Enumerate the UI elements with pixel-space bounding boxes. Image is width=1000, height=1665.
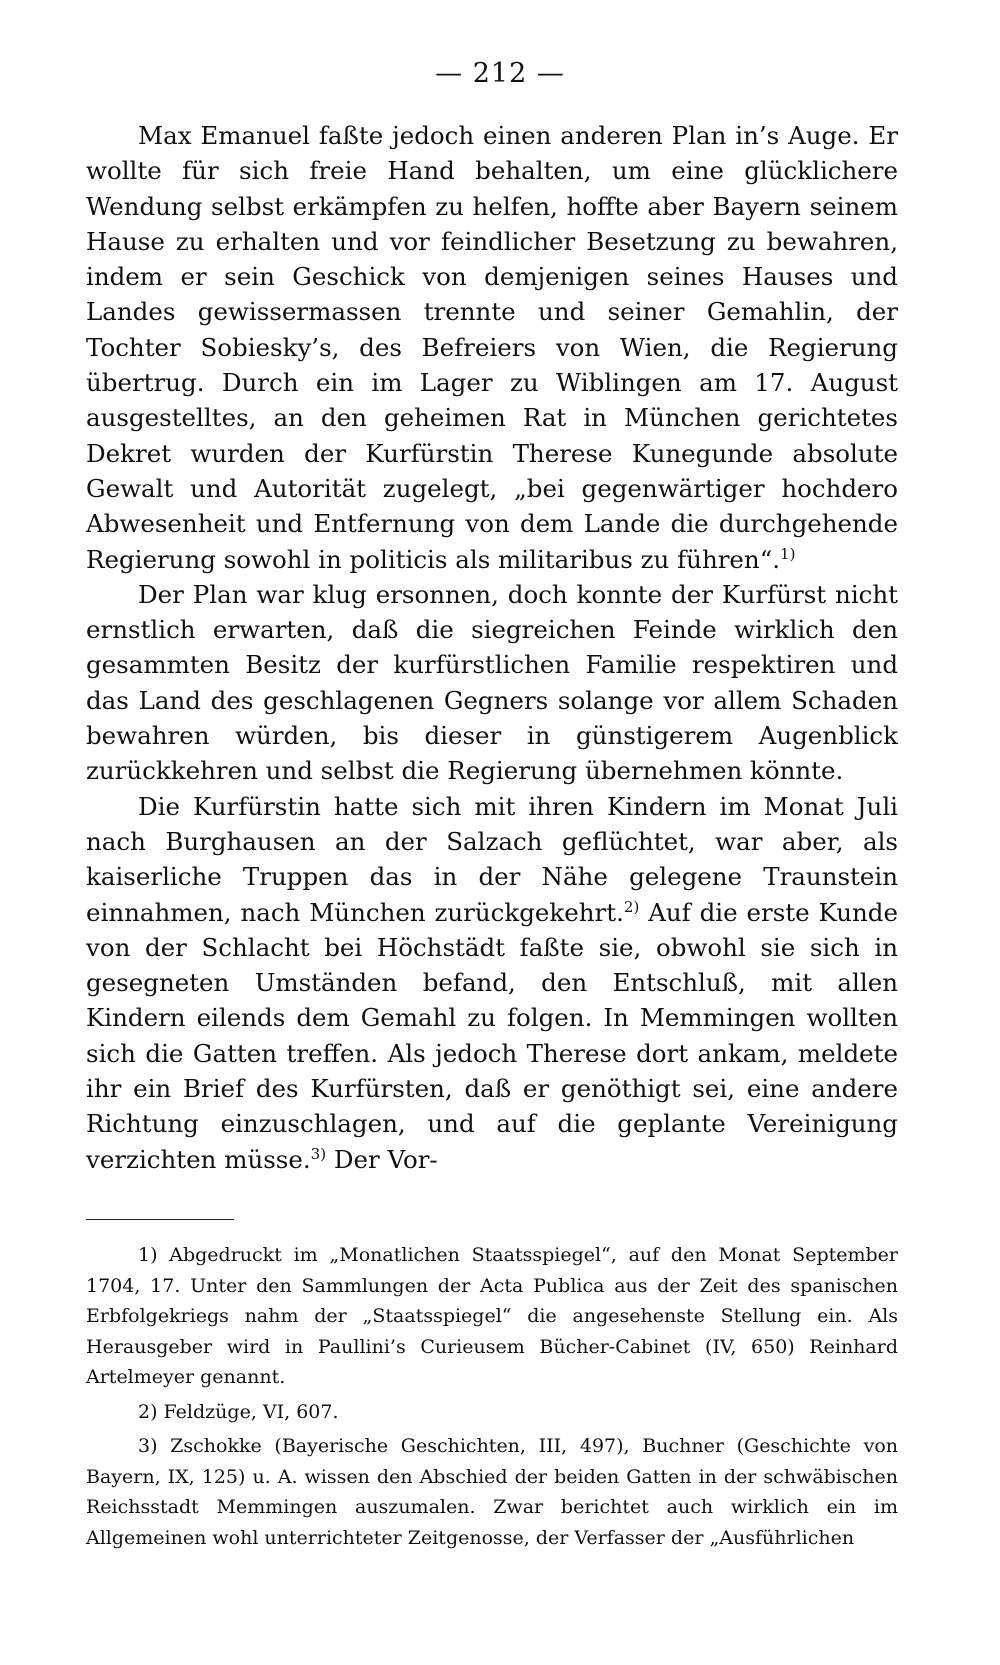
footnote-ref-2[interactable]: 2) bbox=[623, 897, 640, 916]
paragraph-2 bbox=[86, 577, 898, 789]
footnote-ref-3[interactable]: 3) bbox=[310, 1144, 327, 1163]
paragraph-1-text: Max Emanuel faßte jedoch einen anderen Plan in’s Auge. Er wollte für sich freie Hand behalten, um eine glücklichere Wendung selbst erkämpfen zu helfen, hoffte aber Bayern seinem Hause zu erhalten und vor feindlicher Besetzung zu bewahren, indem er sein Geschick von demjenigen seines Hauses und Landes gewissermassen trennte und seiner Gemahlin, der Tochter Sobiesky’s, des Befreiers von Wien, die Regierung übertrug. Durch ein im Lager zu Wiblingen am 17. August ausgestelltes, an den geheimen Rat in München gerichtetes Dekret wurden der Kurfürstin Therese Kunegunde absolute Gewalt und Autorität zugelegt, „bei gegenwärtiger hochdero Abwesenheit und Entfernung von dem Lande die durchgehende Regierung sowohl in politicis als militaribus zu führen“. bbox=[86, 121, 898, 574]
paragraph-3-text-b: Auf die erste Kunde von der Schlacht bei Höchstädt faßte sie, obwohl sie sich in gesegneten Umständen befand, den Entschluß, mit allen Kindern eilends dem Gemahl zu folgen. In Memmingen wollten sich die Gatten treffen. Als jedoch Therese dort ankam, meldete ihr ein Brief des Kurfürsten, daß er genöthigt sei, eine andere Richtung einzuschlagen, und auf die geplante Vereinigung verzichten müsse. bbox=[86, 897, 898, 1174]
body-text bbox=[86, 118, 898, 1177]
page-number: — 212 — bbox=[435, 58, 565, 89]
paragraph-2-text: Der Plan war klug ersonnen, doch konnte der Kurfürst nicht ernstlich erwarten, daß die siegreichen Feinde wirklich den gesammten Besitz der kurfürstlichen Familie respektiren und das Land des geschlagenen Gegners solange vor allem Schaden bewahren würden, bis dieser in günstigerem Augenblick zurückkehren und selbst die Regierung übernehmen könnte. bbox=[86, 579, 898, 786]
footnote-ref-1[interactable]: 1) bbox=[780, 544, 796, 563]
footnote-divider bbox=[86, 1219, 234, 1220]
footnotes bbox=[86, 1240, 898, 1553]
paragraph-3 bbox=[86, 789, 898, 1177]
paragraph-3-text-c: Der Vor- bbox=[333, 1144, 438, 1174]
paragraph-1 bbox=[86, 118, 898, 577]
paragraph-3-text-a: Die Kurfürstin hatte sich mit ihren Kindern im Monat Juli nach Burghausen an der Salzach geflüchtet, war aber, als kaiserliche Truppen das in der Nähe gelegene Traunstein einnahmen, nach München zurückgekehrt. bbox=[86, 791, 898, 927]
footnote-2: 2) Feldzüge, VI, 607. bbox=[138, 1400, 339, 1423]
footnote-3: 3) Zschokke (Bayerische Geschichten, III, 497), Buchner (Geschichte von Bayern, IX, 125) u. A. wissen den Abschied der beiden Gatten in der schwäbischen Reichsstadt Memmingen auszumalen. Zwar berichtet auch wirklich ein im Allgemeinen wohl unterrichteter Zeitgenosse, der Verfasser der „Ausführlichen bbox=[86, 1435, 898, 1549]
footnote-1: 1) Abgedruckt im „Monatlichen Staatsspiegel“, auf den Monat September 1704, 17. Unter den Sammlungen der Acta Publica aus der Zeit des spanischen Erbfolgekriegs nahm der „Staatsspiegel“ die angesehenste Stellung ein. Als Herausgeber wird in Paullini’s Curieusem Bücher-Cabinet (IV, 650) Reinhard Artelmeyer genannt. bbox=[86, 1244, 898, 1388]
